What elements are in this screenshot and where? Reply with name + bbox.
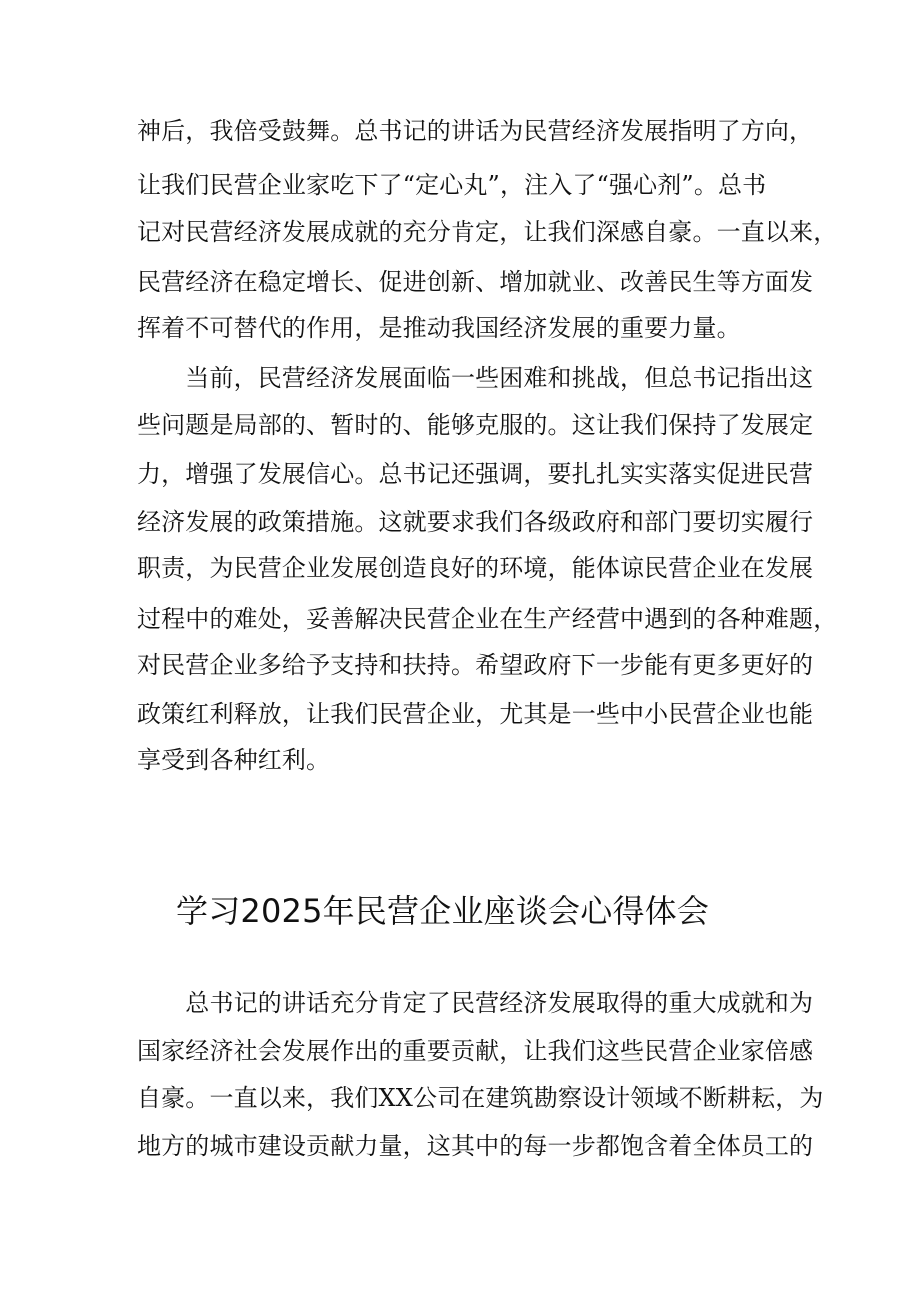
page-title: 学习2025年民营企业座谈会心得体会 [176, 892, 710, 930]
paragraph-2-line-5: 职责，为民营企业发展创造良好的环境，能体谅民营企业在发展 [137, 554, 814, 582]
paragraph-1-line-2: 让我们民营企业家吃下了“定心丸”，注入了“强心剂”。总书 [137, 171, 767, 199]
paragraph-2-line-9: 享受到各种红利。 [137, 746, 331, 774]
paragraph-1-line-3: 记对民营经济发展成就的充分肯定，让我们深感自豪。一直以来， [137, 218, 838, 246]
paragraph-3-line-4: 地方的城市建设贡献力量，这其中的每一步都饱含着全体员工的 [137, 1132, 814, 1160]
paragraph-3-line-2: 国家经济社会发展作出的重要贡献，让我们这些民营企业家倍感 [137, 1037, 814, 1065]
paragraph-2-line-4: 经济发展的政策措施。这就要求我们各级政府和部门要切实履行 [137, 508, 814, 536]
paragraph-3-line-3: 自豪。一直以来，我们XX公司在建筑勘察设计领域不断耕耘，为 [137, 1084, 824, 1112]
paragraph-2-line-6: 过程中的难处，妥善解决民营企业在生产经营中遇到的各种难题， [137, 605, 838, 633]
paragraph-1-line-4: 民营经济在稳定增长、促进创新、增加就业、改善民生等方面发 [137, 268, 814, 296]
paragraph-2-line-1: 当前，民营经济发展面临一些困难和挑战，但总书记指出这 [137, 364, 814, 392]
paragraph-2-line-7: 对民营企业多给予支持和扶持。希望政府下一步能有更多更好的 [137, 651, 814, 679]
paragraph-2-line-3: 力，增强了发展信心。总书记还强调，要扎扎实实落实促进民营 [137, 460, 814, 488]
paragraph-2-line-2: 些问题是局部的、暂时的、能够克服的。这让我们保持了发展定 [137, 411, 814, 439]
paragraph-2-line-8: 政策红利释放，让我们民营企业，尤其是一些中小民营企业也能 [137, 700, 814, 728]
paragraph-1-line-5: 挥着不可替代的作用，是推动我国经济发展的重要力量。 [137, 314, 741, 342]
paragraph-1-line-1: 神后，我倍受鼓舞。总书记的讲话为民营经济发展指明了方向， [137, 117, 814, 145]
paragraph-3-line-1: 总书记的讲话充分肯定了民营经济发展取得的重大成就和为 [137, 989, 814, 1017]
